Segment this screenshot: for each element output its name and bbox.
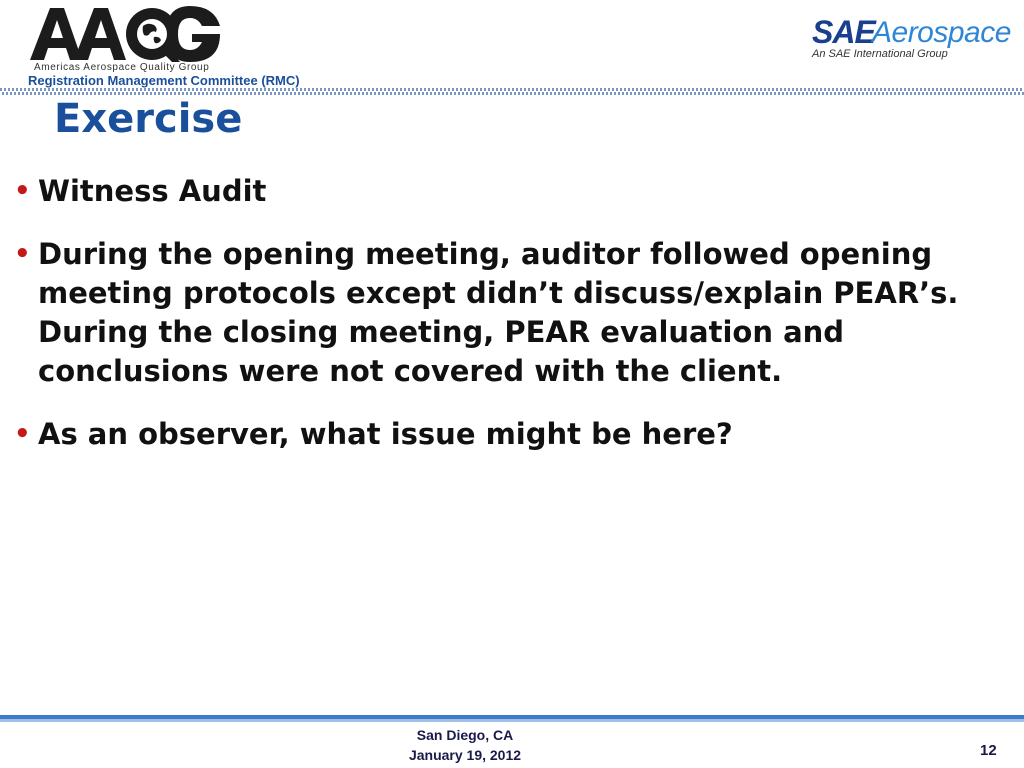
sae-subtitle: An SAE International Group — [812, 48, 948, 60]
bullet-item — [14, 415, 1004, 454]
sae-brand: Aerospace — [872, 16, 1011, 49]
bullet-text: As an observer, what issue might be here? — [38, 417, 733, 451]
page-number: 12 — [980, 742, 997, 759]
footer-divider-accent — [0, 719, 1024, 722]
bullet-list — [14, 172, 1004, 478]
aaqg-tagline: Americas Aerospace Quality Group — [34, 62, 210, 73]
footer-city: San Diego, CA — [416, 727, 514, 743]
sae-aerospace-logo — [812, 14, 1012, 62]
slide-title: Exercise — [54, 96, 243, 142]
footer-date: January 19, 2012 — [408, 747, 522, 763]
bullet-dot-icon: • — [14, 176, 31, 206]
bullet-dot-icon: • — [14, 419, 31, 449]
bullet-item — [14, 172, 1004, 211]
footer-location — [360, 725, 570, 765]
committee-label: Registration Management Committee (RMC) — [28, 73, 300, 88]
bullet-dot-icon: • — [14, 239, 31, 269]
bullet-item — [14, 235, 1004, 391]
header-divider — [0, 88, 1024, 95]
aaqg-wordmark-graphic — [30, 6, 220, 62]
aaqg-logo — [30, 6, 220, 72]
sae-mark: SAE — [812, 14, 875, 50]
bullet-text: Witness Audit — [38, 174, 267, 208]
bullet-text: During the opening meeting, auditor followed opening meeting protocols except didn’t discuss/explain PEAR’s. During the closing meeting, PEAR evaluation and conclusions were not covered with the client. — [38, 237, 959, 388]
